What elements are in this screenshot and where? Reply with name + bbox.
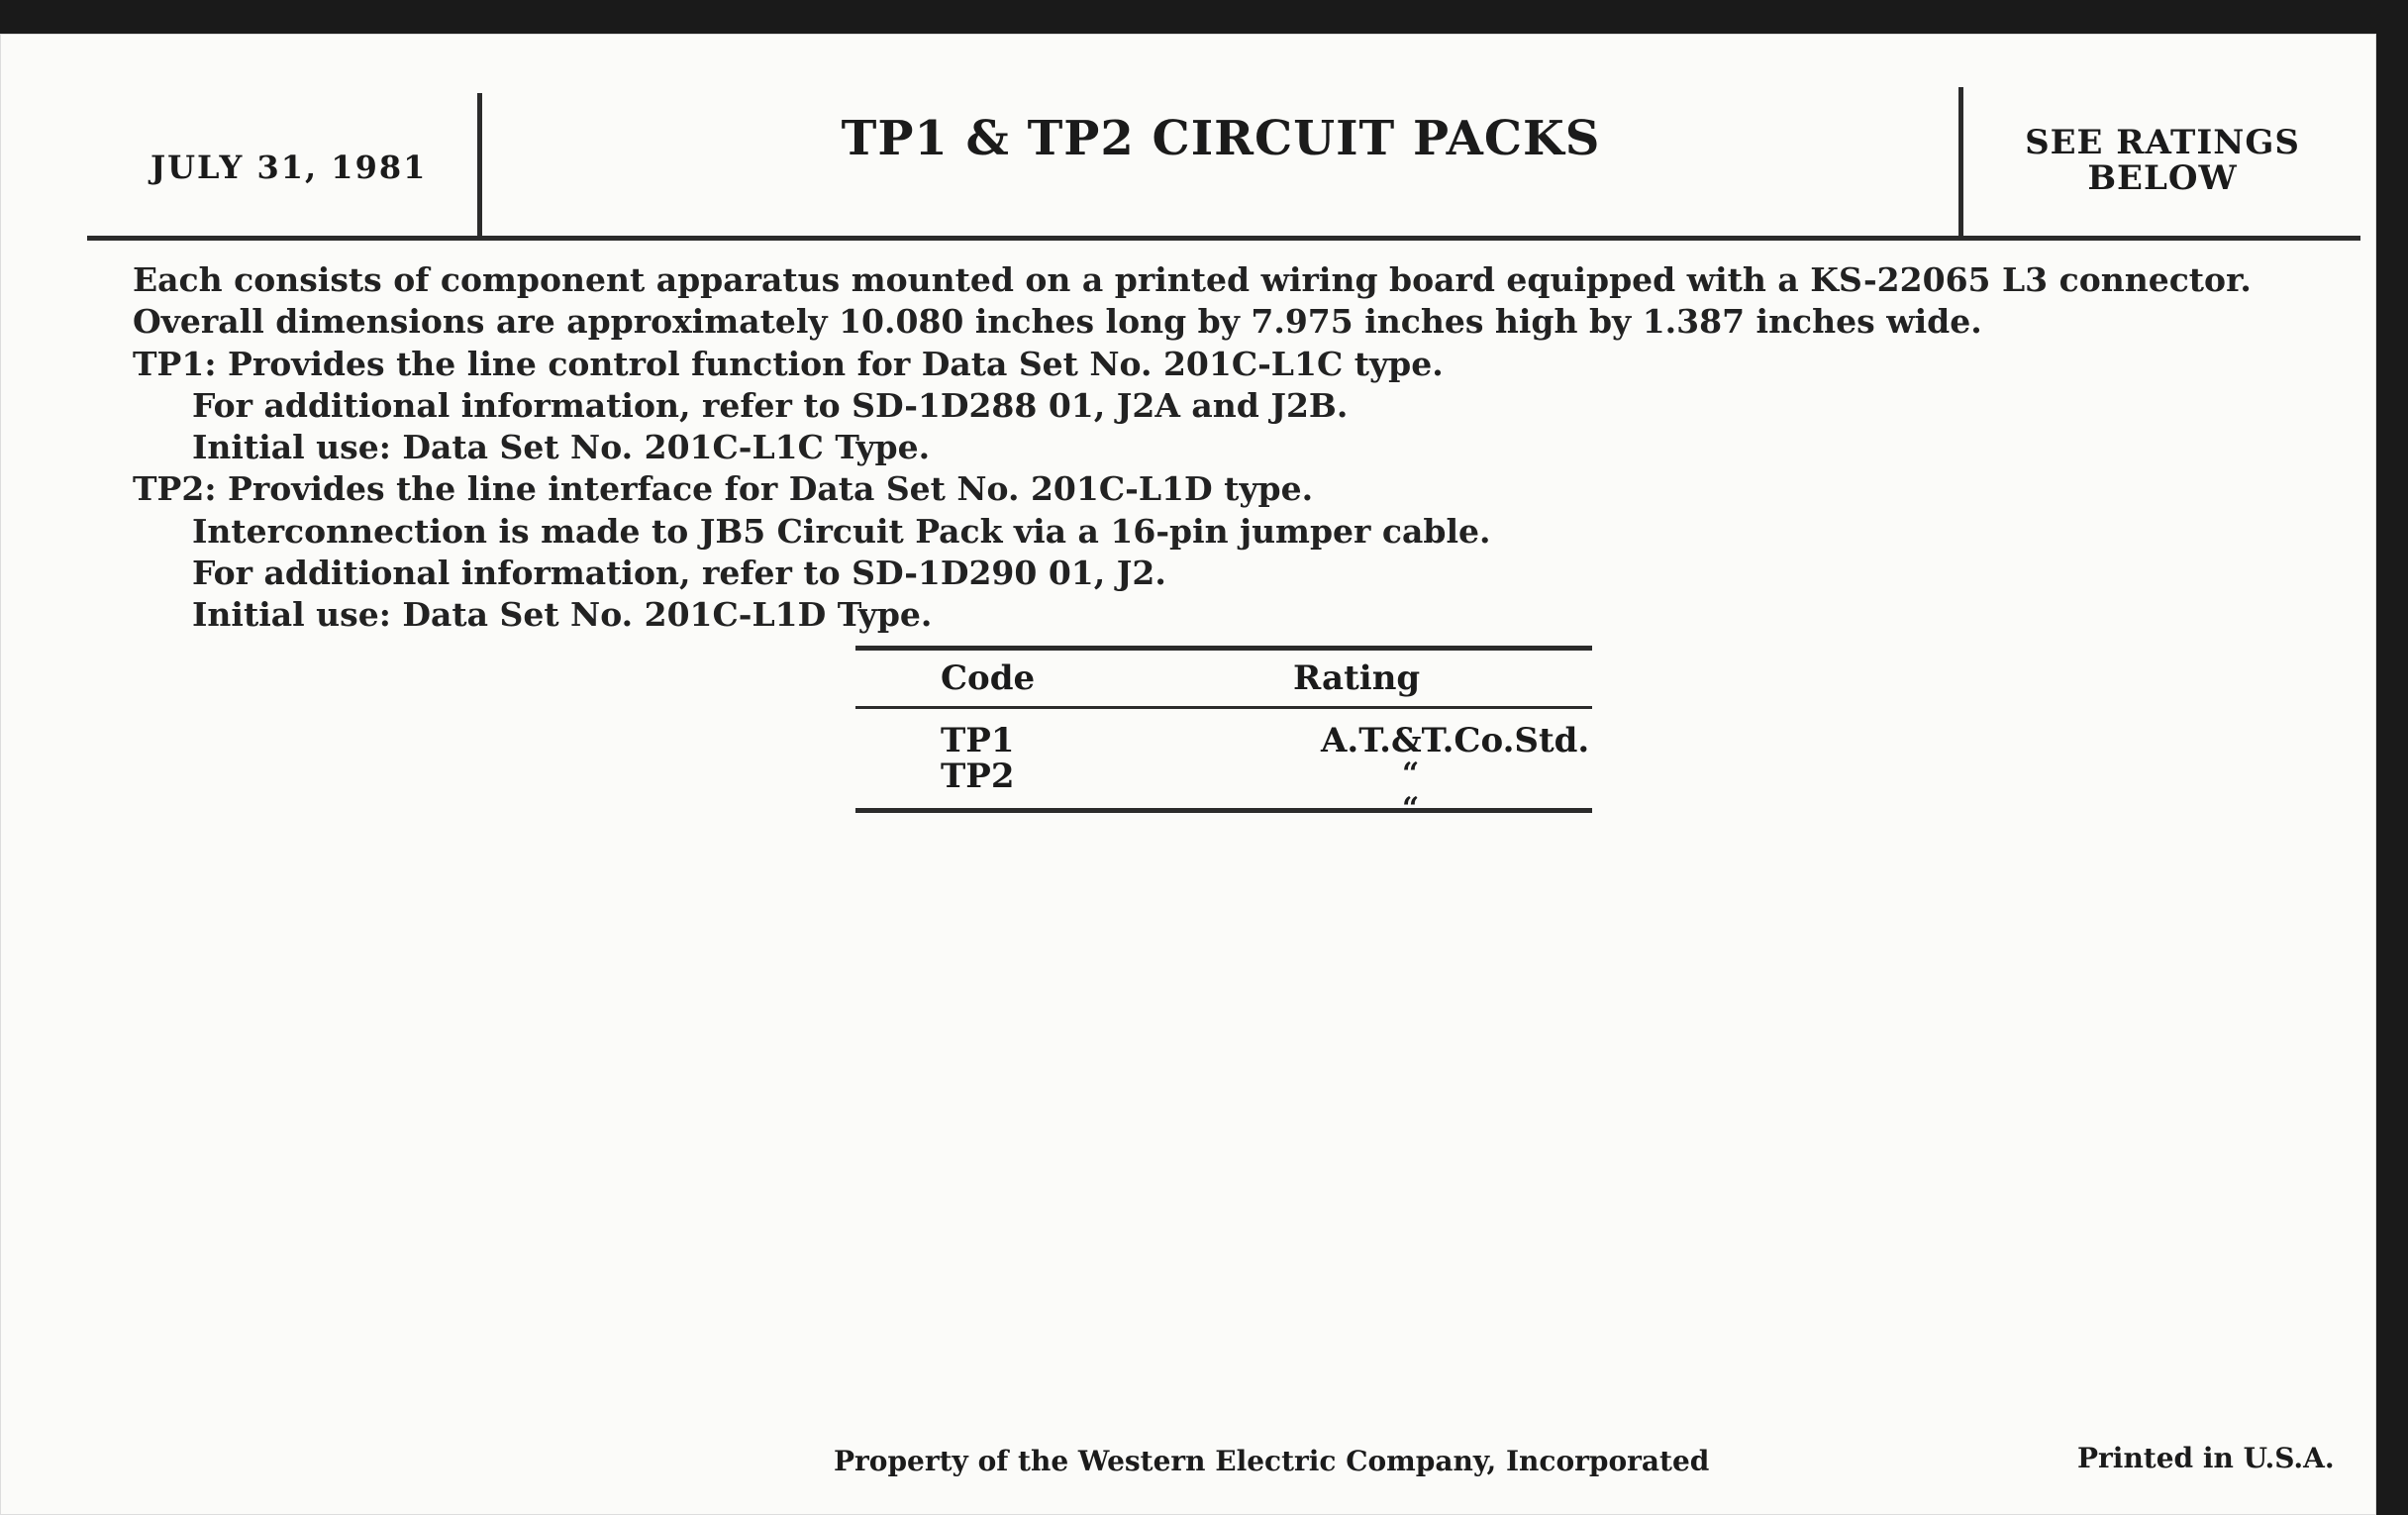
cell-code: TP2 (941, 757, 1015, 796)
card-header (87, 61, 2360, 241)
rating-table (855, 646, 1592, 826)
catalog-card (0, 34, 2376, 1515)
cell-rating: “ “ (1402, 757, 1529, 826)
table-row (855, 721, 1592, 760)
description-line: Initial use: Data Set No. 201C-L1C Type. (192, 428, 931, 467)
printed-notice: Printed in U.S.A. (2077, 1442, 2335, 1474)
date-label: JULY 31, 1981 (150, 149, 428, 186)
table-body (855, 721, 1592, 826)
description-line: Initial use: Data Set No. 201C-L1D Type. (192, 595, 933, 635)
header-divider-left (477, 93, 482, 240)
ratings-note-line1: SEE RATINGS (2025, 123, 2300, 162)
description-line: TP2: Provides the line interface for Data Set No. 201C-L1D type. (133, 469, 1314, 509)
description-line: Overall dimensions are approximately 10.080 inches long by 7.975 inches high by 1.387 inches wide. (133, 302, 1982, 342)
column-header-code: Code (941, 658, 1036, 698)
description-line: For additional information, refer to SD-1D288 01, J2A and J2B. (192, 385, 1349, 425)
ratings-note-line2: BELOW (2087, 158, 2238, 198)
description-line: For additional information, refer to SD-1D290 01, J2. (192, 554, 1166, 593)
property-notice: Property of the Western Electric Company, Incorporated (834, 1445, 1710, 1477)
description-line: TP1: Provides the line control function for Data Set No. 201C-L1C type. (133, 344, 1444, 383)
column-header-rating: Rating (1293, 658, 1421, 698)
ratings-note (1964, 125, 2360, 196)
cell-code: TP1 (941, 721, 1015, 760)
description-line: Interconnection is made to JB5 Circuit Pack via a 16-pin jumper cable. (192, 511, 1491, 551)
table-row (855, 757, 1592, 826)
header-divider-right (1958, 87, 1963, 240)
page-title: TP1 & TP2 CIRCUIT PACKS (841, 111, 1601, 166)
table-header (855, 651, 1592, 709)
description-text (133, 259, 2331, 637)
cell-rating: A.T.&T.Co.Std. (1321, 721, 1590, 760)
description-line: Each consists of component apparatus mounted on a printed wiring board equipped with a KS-22065 L3 connector. (133, 260, 2252, 299)
